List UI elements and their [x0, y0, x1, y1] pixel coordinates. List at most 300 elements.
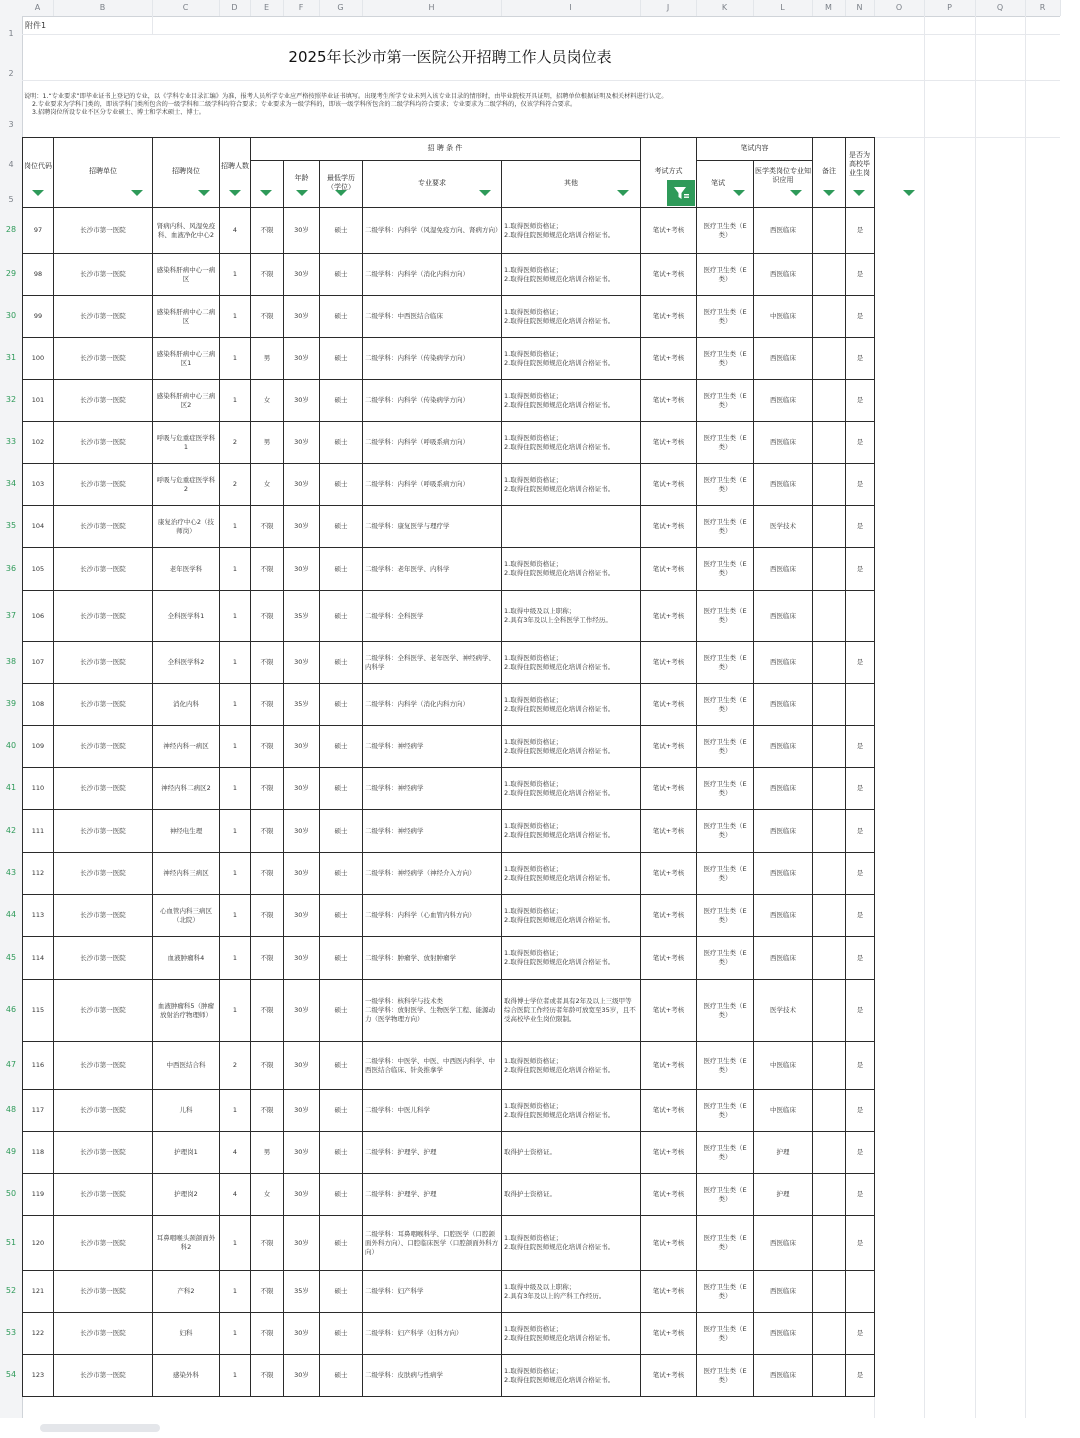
- row-number[interactable]: 48: [5, 1105, 17, 1114]
- row-number[interactable]: 31: [5, 353, 17, 362]
- cell-code[interactable]: 119: [23, 1174, 54, 1216]
- cell-written[interactable]: 医疗卫生类（E类）: [697, 684, 754, 726]
- cell-remark[interactable]: [813, 1271, 846, 1313]
- cell-code[interactable]: 105: [23, 548, 54, 591]
- cell-count[interactable]: 1: [220, 684, 251, 726]
- cell-degree[interactable]: 硕士: [320, 338, 363, 380]
- cell-gender[interactable]: 不限: [251, 895, 284, 937]
- cell-degree[interactable]: 硕士: [320, 642, 363, 684]
- cell-unit[interactable]: 长沙市第一医院: [54, 208, 153, 254]
- row-number[interactable]: 29: [5, 269, 17, 278]
- cell-degree[interactable]: 硕士: [320, 1174, 363, 1216]
- cell-major[interactable]: 二级学科：全科医学: [363, 591, 502, 642]
- cell-exam[interactable]: 笔试+考核: [641, 1216, 697, 1271]
- cell-grad[interactable]: 是: [846, 380, 875, 422]
- cell-post[interactable]: 神经内科三病区: [153, 853, 220, 895]
- cell-knowledge[interactable]: 西医临床: [754, 1313, 813, 1355]
- row-number[interactable]: 39: [5, 699, 17, 708]
- cell-major[interactable]: 二级学科：护理学、护理: [363, 1174, 502, 1216]
- cell-post[interactable]: 神经电生理: [153, 810, 220, 853]
- cell-grad[interactable]: 是: [846, 980, 875, 1042]
- cell-other[interactable]: 1.取得医师资格证； 2.取得住院医师规范化培训合格证书。: [502, 895, 641, 937]
- cell-gender[interactable]: 不限: [251, 296, 284, 338]
- cell-count[interactable]: 4: [220, 208, 251, 254]
- cell-other[interactable]: 1.取得医师资格证； 2.取得住院医师规范化培训合格证书。: [502, 296, 641, 338]
- cell-degree[interactable]: 硕士: [320, 684, 363, 726]
- row-number[interactable]: 51: [5, 1238, 17, 1247]
- cell-degree[interactable]: 硕士: [320, 208, 363, 254]
- cell-post[interactable]: 血液肿瘤科5（肿瘤放射治疗物理师）: [153, 980, 220, 1042]
- cell-gender[interactable]: 女: [251, 380, 284, 422]
- cell-other[interactable]: 1.取得医师资格证； 2.取得住院医师规范化培训合格证书。: [502, 684, 641, 726]
- cell-unit[interactable]: 长沙市第一医院: [54, 1355, 153, 1397]
- cell-post[interactable]: 消化内科: [153, 684, 220, 726]
- cell-degree[interactable]: 硕士: [320, 895, 363, 937]
- row-number[interactable]: 47: [5, 1060, 17, 1069]
- table-row[interactable]: [23, 506, 875, 548]
- cell-age[interactable]: 30岁: [284, 642, 320, 684]
- cell-knowledge[interactable]: 西医临床: [754, 1216, 813, 1271]
- cell-post[interactable]: 护理岗1: [153, 1132, 220, 1174]
- cell-gender[interactable]: 不限: [251, 1042, 284, 1090]
- cell-count[interactable]: 1: [220, 1090, 251, 1132]
- cell-major[interactable]: 二级学科：耳鼻咽喉科学、口腔医学（口腔颌面外科方向）、口腔临床医学（口腔颌面外科方向）: [363, 1216, 502, 1271]
- cell-degree[interactable]: 硕士: [320, 1132, 363, 1174]
- cell-exam[interactable]: 笔试+考核: [641, 980, 697, 1042]
- cell-count[interactable]: 4: [220, 1174, 251, 1216]
- cell-degree[interactable]: 硕士: [320, 1355, 363, 1397]
- cell-count[interactable]: 2: [220, 422, 251, 464]
- cell-gender[interactable]: 不限: [251, 642, 284, 684]
- cell-degree[interactable]: 硕士: [320, 768, 363, 810]
- cell-other[interactable]: 1.取得医师资格证； 2.取得住院医师规范化培训合格证书。: [502, 1090, 641, 1132]
- cell-grad[interactable]: 是: [846, 1355, 875, 1397]
- cell-gender[interactable]: 不限: [251, 726, 284, 768]
- cell-major[interactable]: 二级学科：神经病学: [363, 768, 502, 810]
- row-number[interactable]: 30: [5, 311, 17, 320]
- filter-dropdown-g[interactable]: [335, 190, 347, 196]
- cell-exam[interactable]: 笔试+考核: [641, 254, 697, 296]
- row-number[interactable]: 50: [5, 1189, 17, 1198]
- table-row[interactable]: [23, 1271, 875, 1313]
- cell-unit[interactable]: 长沙市第一医院: [54, 464, 153, 506]
- cell-count[interactable]: 1: [220, 548, 251, 591]
- cell-knowledge[interactable]: 中医临床: [754, 1090, 813, 1132]
- cell-count[interactable]: 1: [220, 980, 251, 1042]
- cell-unit[interactable]: 长沙市第一医院: [54, 338, 153, 380]
- cell-written[interactable]: 医疗卫生类（E类）: [697, 338, 754, 380]
- cell-knowledge[interactable]: 西医临床: [754, 1271, 813, 1313]
- cell-other[interactable]: 1.取得医师资格证； 2.取得住院医师规范化培训合格证书。: [502, 937, 641, 980]
- cell-grad[interactable]: 是: [846, 338, 875, 380]
- table-row[interactable]: [23, 464, 875, 506]
- cell-major[interactable]: 二级学科：内科学（消化内科方向）: [363, 684, 502, 726]
- table-row[interactable]: [23, 1132, 875, 1174]
- cell-other[interactable]: 取得博士学位者或者具有2年及以上三级甲等综合医院工作经历者年龄可放宽至35岁，且不受高校毕业生岗位限制。: [502, 980, 641, 1042]
- column-header-m[interactable]: M: [812, 0, 846, 16]
- cell-unit[interactable]: 长沙市第一医院: [54, 254, 153, 296]
- cell-written[interactable]: 医疗卫生类（E类）: [697, 768, 754, 810]
- cell-gender[interactable]: 不限: [251, 853, 284, 895]
- table-row[interactable]: [23, 1355, 875, 1397]
- cell-written[interactable]: 医疗卫生类（E类）: [697, 254, 754, 296]
- cell-age[interactable]: 30岁: [284, 980, 320, 1042]
- filter-dropdown-e[interactable]: [260, 190, 272, 196]
- cell-exam[interactable]: 笔试+考核: [641, 380, 697, 422]
- cell-knowledge[interactable]: 医学技术: [754, 506, 813, 548]
- cell-remark[interactable]: [813, 296, 846, 338]
- cell-age[interactable]: 30岁: [284, 254, 320, 296]
- column-header-j[interactable]: J: [640, 0, 697, 16]
- cell-grad[interactable]: 是: [846, 422, 875, 464]
- cell-major[interactable]: 二级学科：神经病学（神经介入方向）: [363, 853, 502, 895]
- cell-count[interactable]: 1: [220, 338, 251, 380]
- cell-unit[interactable]: 长沙市第一医院: [54, 296, 153, 338]
- cell-age[interactable]: 30岁: [284, 1355, 320, 1397]
- cell-remark[interactable]: [813, 208, 846, 254]
- row-number[interactable]: 1: [8, 29, 14, 38]
- cell-remark[interactable]: [813, 1216, 846, 1271]
- cell-remark[interactable]: [813, 1090, 846, 1132]
- cell-knowledge[interactable]: 西医临床: [754, 548, 813, 591]
- cell-remark[interactable]: [813, 1132, 846, 1174]
- filter-dropdown-o[interactable]: [903, 190, 915, 196]
- cell-knowledge[interactable]: 西医临床: [754, 1355, 813, 1397]
- cell-knowledge[interactable]: 西医临床: [754, 422, 813, 464]
- cell-unit[interactable]: 长沙市第一医院: [54, 768, 153, 810]
- cell-age[interactable]: 35岁: [284, 1271, 320, 1313]
- cell-post[interactable]: 耳鼻咽喉头颈颌面外科2: [153, 1216, 220, 1271]
- cell-count[interactable]: 1: [220, 937, 251, 980]
- filter-dropdown-c[interactable]: [198, 190, 210, 196]
- cell-other[interactable]: [502, 506, 641, 548]
- cell-written[interactable]: 医疗卫生类（E类）: [697, 1090, 754, 1132]
- cell-grad[interactable]: 是: [846, 296, 875, 338]
- cell-written[interactable]: 医疗卫生类（E类）: [697, 422, 754, 464]
- column-header-b[interactable]: B: [53, 0, 153, 16]
- cell-age[interactable]: 30岁: [284, 1042, 320, 1090]
- cell-age[interactable]: 30岁: [284, 810, 320, 853]
- cell-remark[interactable]: [813, 853, 846, 895]
- cell-age[interactable]: 30岁: [284, 506, 320, 548]
- cell-code[interactable]: 116: [23, 1042, 54, 1090]
- table-row[interactable]: [23, 380, 875, 422]
- cell-code[interactable]: 107: [23, 642, 54, 684]
- cell-gender[interactable]: 不限: [251, 684, 284, 726]
- cell-age[interactable]: 30岁: [284, 338, 320, 380]
- cell-knowledge[interactable]: 中医临床: [754, 296, 813, 338]
- cell-other[interactable]: 1.取得医师资格证； 2.取得住院医师规范化培训合格证书。: [502, 642, 641, 684]
- table-row[interactable]: [23, 208, 875, 254]
- cell-knowledge[interactable]: 西医临床: [754, 726, 813, 768]
- cell-unit[interactable]: 长沙市第一医院: [54, 548, 153, 591]
- cell-knowledge[interactable]: 护理: [754, 1132, 813, 1174]
- cell-degree[interactable]: 硕士: [320, 296, 363, 338]
- cell-degree[interactable]: 硕士: [320, 1216, 363, 1271]
- cell-count[interactable]: 1: [220, 1216, 251, 1271]
- cell-post[interactable]: 感染外科: [153, 1355, 220, 1397]
- row-number[interactable]: 36: [5, 564, 17, 573]
- cell-major[interactable]: 二级学科：内科学（呼吸系病方向）: [363, 422, 502, 464]
- row-number[interactable]: 40: [5, 741, 17, 750]
- cell-grad[interactable]: 是: [846, 548, 875, 591]
- cell-post[interactable]: 血液肿瘤科4: [153, 937, 220, 980]
- cell-remark[interactable]: [813, 895, 846, 937]
- cell-code[interactable]: 115: [23, 980, 54, 1042]
- cell-written[interactable]: 医疗卫生类（E类）: [697, 1355, 754, 1397]
- cell-written[interactable]: 医疗卫生类（E类）: [697, 726, 754, 768]
- column-header-c[interactable]: C: [152, 0, 220, 16]
- cell-gender[interactable]: 不限: [251, 1313, 284, 1355]
- cell-degree[interactable]: 硕士: [320, 1271, 363, 1313]
- cell-major[interactable]: 二级学科：内科学（呼吸系病方向）: [363, 464, 502, 506]
- active-filter-button[interactable]: [667, 180, 695, 206]
- cell-unit[interactable]: 长沙市第一医院: [54, 980, 153, 1042]
- cell-gender[interactable]: 男: [251, 1132, 284, 1174]
- cell-gender[interactable]: 不限: [251, 254, 284, 296]
- cell-degree[interactable]: 硕士: [320, 591, 363, 642]
- cell-unit[interactable]: 长沙市第一医院: [54, 810, 153, 853]
- filter-dropdown-a[interactable]: [32, 190, 44, 196]
- cell-age[interactable]: 30岁: [284, 548, 320, 591]
- cell-unit[interactable]: 长沙市第一医院: [54, 1090, 153, 1132]
- cell-exam[interactable]: 笔试+考核: [641, 684, 697, 726]
- cell-exam[interactable]: 笔试+考核: [641, 937, 697, 980]
- cell-exam[interactable]: 笔试+考核: [641, 422, 697, 464]
- cell-post[interactable]: 肾病内科、风湿免疫科、血液净化中心2: [153, 208, 220, 254]
- cell-unit[interactable]: 长沙市第一医院: [54, 380, 153, 422]
- cell-other[interactable]: 1.取得医师资格证； 2.取得住院医师规范化培训合格证书。: [502, 254, 641, 296]
- cell-count[interactable]: 1: [220, 726, 251, 768]
- cell-written[interactable]: 医疗卫生类（E类）: [697, 937, 754, 980]
- cell-code[interactable]: 117: [23, 1090, 54, 1132]
- cell-unit[interactable]: 长沙市第一医院: [54, 853, 153, 895]
- cell-count[interactable]: 1: [220, 591, 251, 642]
- cell-gender[interactable]: 不限: [251, 980, 284, 1042]
- cell-grad[interactable]: 是: [846, 810, 875, 853]
- cell-written[interactable]: 医疗卫生类（E类）: [697, 506, 754, 548]
- cell-knowledge[interactable]: 西医临床: [754, 642, 813, 684]
- cell-post[interactable]: 心血管内科三病区（北院）: [153, 895, 220, 937]
- cell-unit[interactable]: 长沙市第一医院: [54, 642, 153, 684]
- cell-exam[interactable]: 笔试+考核: [641, 642, 697, 684]
- cell-exam[interactable]: 笔试+考核: [641, 1271, 697, 1313]
- cell-code[interactable]: 120: [23, 1216, 54, 1271]
- filter-dropdown-d[interactable]: [229, 190, 241, 196]
- cell-major[interactable]: 二级学科：内科学（传染病学方向）: [363, 380, 502, 422]
- table-row[interactable]: [23, 895, 875, 937]
- cell-code[interactable]: 112: [23, 853, 54, 895]
- cell-other[interactable]: 1.取得医师资格证； 2.取得住院医师规范化培训合格证书。: [502, 380, 641, 422]
- cell-major[interactable]: 二级学科：全科医学、老年医学、神经病学、内科学: [363, 642, 502, 684]
- cell-unit[interactable]: 长沙市第一医院: [54, 726, 153, 768]
- row-number[interactable]: 34: [5, 479, 17, 488]
- cell-exam[interactable]: 笔试+考核: [641, 1132, 697, 1174]
- row-number[interactable]: 44: [5, 910, 17, 919]
- filter-dropdown-k[interactable]: [733, 190, 745, 196]
- cell-code[interactable]: 123: [23, 1355, 54, 1397]
- cell-gender[interactable]: 不限: [251, 1090, 284, 1132]
- cell-written[interactable]: 医疗卫生类（E类）: [697, 853, 754, 895]
- cell-post[interactable]: 护理岗2: [153, 1174, 220, 1216]
- cell-exam[interactable]: 笔试+考核: [641, 296, 697, 338]
- table-row[interactable]: [23, 296, 875, 338]
- cell-degree[interactable]: 硕士: [320, 464, 363, 506]
- cell-exam[interactable]: 笔试+考核: [641, 548, 697, 591]
- filter-dropdown-h[interactable]: [479, 190, 491, 196]
- table-row[interactable]: [23, 768, 875, 810]
- row-number[interactable]: 53: [5, 1328, 17, 1337]
- cell-knowledge[interactable]: 西医临床: [754, 684, 813, 726]
- cell-written[interactable]: 医疗卫生类（E类）: [697, 548, 754, 591]
- cell-remark[interactable]: [813, 591, 846, 642]
- cell-count[interactable]: 2: [220, 1042, 251, 1090]
- row-number[interactable]: 49: [5, 1147, 17, 1156]
- cell-other[interactable]: 1.取得医师资格证； 2.取得住院医师规范化培训合格证书。: [502, 1313, 641, 1355]
- cell-major[interactable]: 二级学科：内科学（传染病学方向）: [363, 338, 502, 380]
- cell-exam[interactable]: 笔试+考核: [641, 726, 697, 768]
- cell-degree[interactable]: 硕士: [320, 548, 363, 591]
- cell-written[interactable]: 医疗卫生类（E类）: [697, 591, 754, 642]
- cell-post[interactable]: 感染科肝病中心三病区1: [153, 338, 220, 380]
- filter-dropdown-n[interactable]: [853, 190, 865, 196]
- cell-age[interactable]: 35岁: [284, 591, 320, 642]
- cell-code[interactable]: 122: [23, 1313, 54, 1355]
- table-row[interactable]: [23, 1216, 875, 1271]
- cell-degree[interactable]: 硕士: [320, 810, 363, 853]
- cell-age[interactable]: 30岁: [284, 380, 320, 422]
- cell-post[interactable]: 全科医学科2: [153, 642, 220, 684]
- row-number[interactable]: 33: [5, 437, 17, 446]
- cell-post[interactable]: 感染科肝病中心一病区: [153, 254, 220, 296]
- cell-remark[interactable]: [813, 980, 846, 1042]
- cell-count[interactable]: 1: [220, 895, 251, 937]
- cell-age[interactable]: 30岁: [284, 1216, 320, 1271]
- cell-degree[interactable]: 硕士: [320, 1042, 363, 1090]
- cell-degree[interactable]: 硕士: [320, 937, 363, 980]
- table-row[interactable]: [23, 1042, 875, 1090]
- column-header-a[interactable]: A: [22, 0, 54, 16]
- cell-age[interactable]: 30岁: [284, 1313, 320, 1355]
- cell-remark[interactable]: [813, 642, 846, 684]
- cell-written[interactable]: 医疗卫生类（E类）: [697, 1271, 754, 1313]
- cell-gender[interactable]: 不限: [251, 1355, 284, 1397]
- cell-remark[interactable]: [813, 338, 846, 380]
- cell-post[interactable]: 康复治疗中心2（技师岗）: [153, 506, 220, 548]
- cell-exam[interactable]: 笔试+考核: [641, 1090, 697, 1132]
- cell-grad[interactable]: 是: [846, 254, 875, 296]
- cell-written[interactable]: 医疗卫生类（E类）: [697, 895, 754, 937]
- cell-gender[interactable]: 男: [251, 422, 284, 464]
- table-row[interactable]: [23, 810, 875, 853]
- cell-grad[interactable]: 是: [846, 895, 875, 937]
- row-number[interactable]: 41: [5, 783, 17, 792]
- cell-count[interactable]: 1: [220, 810, 251, 853]
- cell-code[interactable]: 98: [23, 254, 54, 296]
- cell-knowledge[interactable]: 中医临床: [754, 1042, 813, 1090]
- cell-written[interactable]: 医疗卫生类（E类）: [697, 1174, 754, 1216]
- cell-remark[interactable]: [813, 464, 846, 506]
- cell-code[interactable]: 113: [23, 895, 54, 937]
- cell-knowledge[interactable]: 医学技术: [754, 980, 813, 1042]
- cell-count[interactable]: 1: [220, 296, 251, 338]
- cell-gender[interactable]: 不限: [251, 937, 284, 980]
- cell-major[interactable]: 二级学科：肿瘤学、放射肿瘤学: [363, 937, 502, 980]
- cell-written[interactable]: 医疗卫生类（E类）: [697, 296, 754, 338]
- cell-major[interactable]: 二级学科：护理学、护理: [363, 1132, 502, 1174]
- cell-age[interactable]: 30岁: [284, 726, 320, 768]
- cell-other[interactable]: 1.取得医师资格证； 2.取得住院医师规范化培训合格证书。: [502, 464, 641, 506]
- cell-degree[interactable]: 硕士: [320, 380, 363, 422]
- cell-unit[interactable]: 长沙市第一医院: [54, 506, 153, 548]
- cell-other[interactable]: 1.取得医师资格证； 2.取得住院医师规范化培训合格证书。: [502, 208, 641, 254]
- cell-written[interactable]: 医疗卫生类（E类）: [697, 1313, 754, 1355]
- cell-degree[interactable]: 硕士: [320, 980, 363, 1042]
- cell-grad[interactable]: 是: [846, 506, 875, 548]
- cell-written[interactable]: 医疗卫生类（E类）: [697, 1132, 754, 1174]
- cell-knowledge[interactable]: 西医临床: [754, 937, 813, 980]
- cell-grad[interactable]: 是: [846, 726, 875, 768]
- row-number[interactable]: 5: [8, 195, 14, 204]
- cell-major[interactable]: 二级学科：中西医结合临床: [363, 296, 502, 338]
- cell-code[interactable]: 104: [23, 506, 54, 548]
- row-number[interactable]: 52: [5, 1286, 17, 1295]
- cell-unit[interactable]: 长沙市第一医院: [54, 895, 153, 937]
- cell-major[interactable]: 二级学科：老年医学、内科学: [363, 548, 502, 591]
- cell-degree[interactable]: 硕士: [320, 422, 363, 464]
- cell-exam[interactable]: 笔试+考核: [641, 464, 697, 506]
- cell-remark[interactable]: [813, 422, 846, 464]
- cell-other[interactable]: 1.取得医师资格证； 2.取得住院医师规范化培训合格证书。: [502, 768, 641, 810]
- column-header-q[interactable]: Q: [975, 0, 1026, 16]
- cell-exam[interactable]: 笔试+考核: [641, 208, 697, 254]
- cell-post[interactable]: 全科医学科1: [153, 591, 220, 642]
- cell-remark[interactable]: [813, 254, 846, 296]
- cell-post[interactable]: 妇科: [153, 1313, 220, 1355]
- cell-code[interactable]: 102: [23, 422, 54, 464]
- cell-post[interactable]: 感染科肝病中心二病区: [153, 296, 220, 338]
- cell-code[interactable]: 103: [23, 464, 54, 506]
- row-number[interactable]: 3: [8, 120, 14, 129]
- table-row[interactable]: [23, 853, 875, 895]
- cell-code[interactable]: 101: [23, 380, 54, 422]
- cell-degree[interactable]: 硕士: [320, 853, 363, 895]
- column-header-n[interactable]: N: [845, 0, 875, 16]
- cell-count[interactable]: 1: [220, 1271, 251, 1313]
- cell-age[interactable]: 30岁: [284, 768, 320, 810]
- cell-post[interactable]: 神经内科一病区: [153, 726, 220, 768]
- cell-count[interactable]: 4: [220, 1132, 251, 1174]
- cell-knowledge[interactable]: 西医临床: [754, 208, 813, 254]
- cell-unit[interactable]: 长沙市第一医院: [54, 591, 153, 642]
- cell-other[interactable]: 1.取得医师资格证； 2.取得住院医师规范化培训合格证书。: [502, 1042, 641, 1090]
- cell-gender[interactable]: 不限: [251, 810, 284, 853]
- cell-knowledge[interactable]: 西医临床: [754, 254, 813, 296]
- cell-age[interactable]: 30岁: [284, 422, 320, 464]
- column-header-f[interactable]: F: [283, 0, 320, 16]
- cell-written[interactable]: 医疗卫生类（E类）: [697, 980, 754, 1042]
- cell-post[interactable]: 感染科肝病中心三病区2: [153, 380, 220, 422]
- cell-remark[interactable]: [813, 684, 846, 726]
- cell-code[interactable]: 118: [23, 1132, 54, 1174]
- cell-age[interactable]: 30岁: [284, 937, 320, 980]
- cell-post[interactable]: 老年医学科: [153, 548, 220, 591]
- cell-remark[interactable]: [813, 506, 846, 548]
- cell-gender[interactable]: 不限: [251, 208, 284, 254]
- cell-grad[interactable]: 是: [846, 464, 875, 506]
- cell-gender[interactable]: 不限: [251, 1271, 284, 1313]
- cell-other[interactable]: 1.取得中级及以上职称； 2.具有3年及以上全科医学工作经历。: [502, 591, 641, 642]
